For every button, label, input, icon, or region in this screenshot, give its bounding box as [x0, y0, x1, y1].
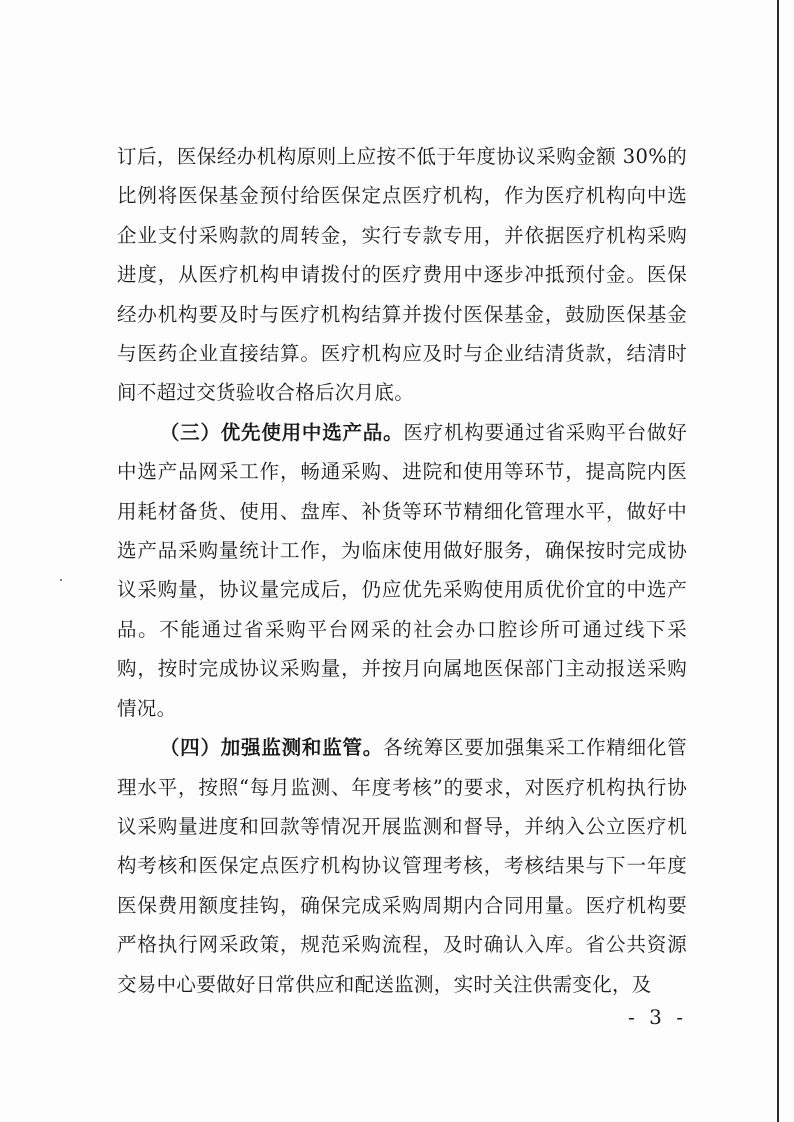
paragraph-3-text: 各统筹区要加强集采工作精细化管理水平，按照“每月监测、年度考核”的要求，对医疗机构执行协议采购量进度和回款等情况开展监测和督导，并纳入公立医疗机构考核和医保定点医疗机构协议管理考核，考核结果与下一年度医保费用额度挂钩，确保完成采购周期内合同用量。医疗机构要严格执行网采政策，规范采购流程，及时确认入库。省公共资源交易中心要做好日常供应和配送监测，实时关注供需变化，及: [117, 736, 687, 996]
paragraph-3: [117, 728, 687, 1004]
page-number: - 3 -: [628, 1005, 687, 1029]
paragraph-2-text: 医疗机构要通过省采购平台做好中选产品网采工作，畅通采购、进院和使用等环节，提高院内医用耗材备货、使用、盘库、补货等环节精细化管理水平，做好中选产品采购量统计工作，为临床使用做好服务，确保按时完成协议采购量，协议量完成后，仍应优先采购使用质优价宜的中选产品。不能通过省采购平台网采的社会办口腔诊所可通过线下采购，按时完成协议采购量，并按月向属地医保部门主动报送采购情况。: [117, 420, 688, 720]
scan-speck: [60, 579, 62, 581]
section-heading-4: （四）加强监测和监管。: [159, 736, 384, 760]
paragraph-2: [117, 413, 687, 728]
section-heading-3: （三）优先使用中选产品。: [159, 420, 404, 444]
paragraph-1: [117, 137, 687, 413]
body-text: [117, 137, 687, 1004]
paragraph-1-text: 订后，医保经办机构原则上应按不低于年度协议采购金额 30%的比例将医保基金预付给医保定点医疗机构，作为医疗机构向中选企业支付采购款的周转金，实行专款专用，并依据医疗机构采购进度，从医疗机构申请拨付的医疗费用中逐步冲抵预付金。医保经办机构要及时与医疗机构结算并拨付医保基金，鼓励医保基金与医药企业直接结算。医疗机构应及时与企业结清货款，结清时间不超过交货验收合格后次月底。: [117, 145, 687, 405]
page-edge-line: [777, 0, 779, 1122]
